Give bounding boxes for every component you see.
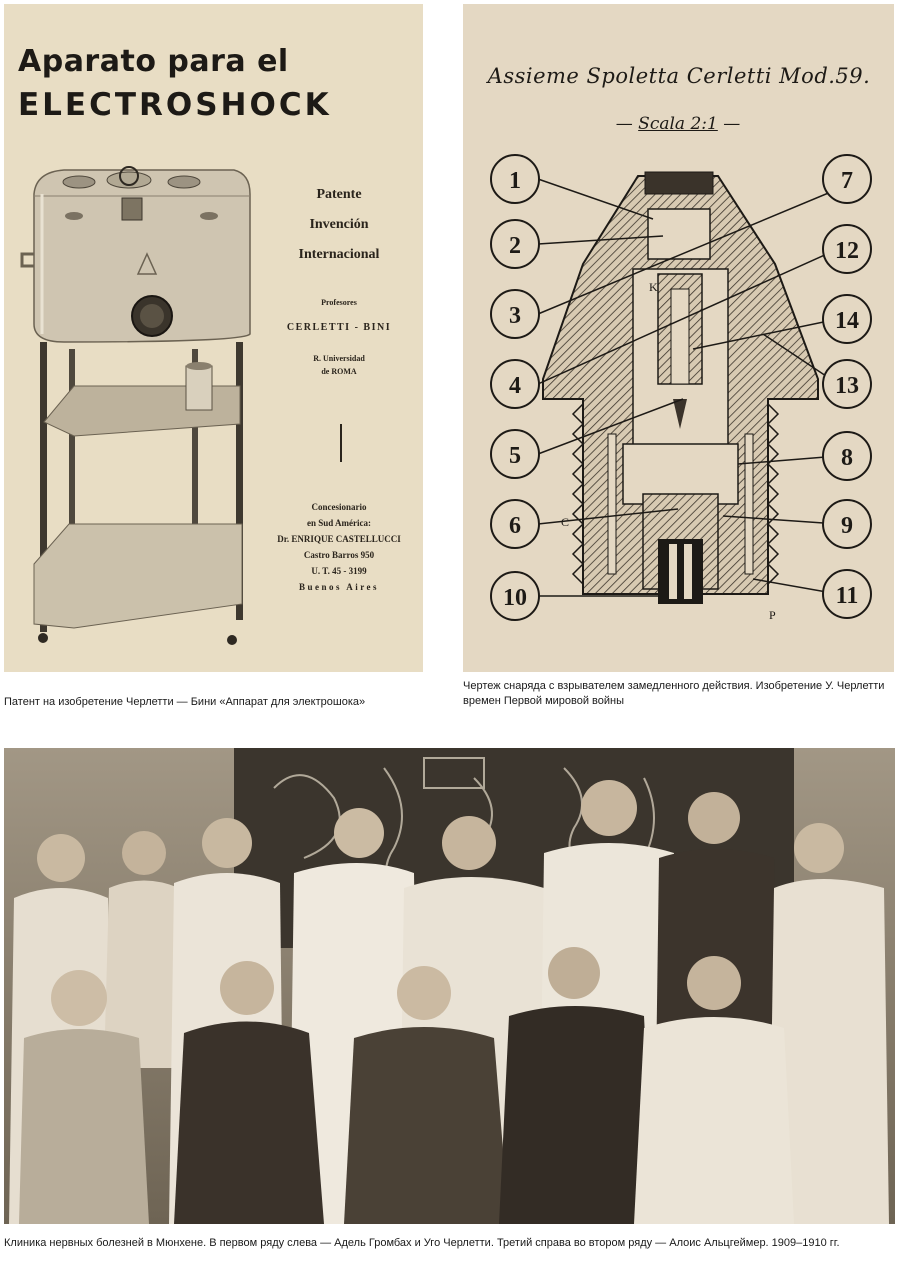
callout-number: 1 (509, 168, 521, 194)
dealer-line: Castro Barros 950 (303, 550, 375, 560)
callout-number: 8 (841, 445, 853, 471)
caption-drawing: Чертеж снаряда с взрывателем замедленного действия. Изобретение У. Черлетти времен Первой мировой войны (463, 680, 885, 707)
electroshock-ad-image (4, 4, 423, 672)
university-line: de ROMA (321, 367, 357, 376)
professors-names: CERLETTI - BINI (286, 322, 392, 333)
callout-number: 4 (509, 373, 521, 399)
ad-title-line1: Aparato para el (18, 44, 289, 79)
drawing-scale: — Scala 2:1 — (615, 114, 741, 134)
patent-line: Invención (309, 217, 369, 232)
drawing-title: Assieme Spoletta Cerletti Mod.59. (487, 64, 871, 88)
callout-number: 13 (835, 373, 859, 399)
dealer-line: en Sud América: (307, 518, 371, 528)
professors-label: Profesores (321, 298, 357, 307)
callout-number: 2 (509, 233, 521, 259)
fuse-cross-section (463, 4, 894, 672)
callout-number: 6 (509, 513, 521, 539)
patent-line: Internacional (298, 247, 380, 262)
callout-number: 11 (835, 583, 859, 609)
dealer-city: Buenos Aires (298, 582, 380, 592)
caption-photo: Клиника нервных болезней в Мюнхене. В первом ряду слева — Адель Громбах и Уго Черлетти. Третий справа во втором ряду — Алоис Альцгеймер. 1909–1910 гг. (4, 1237, 840, 1249)
callout-number: 9 (841, 513, 853, 539)
patent-text (254, 180, 423, 270)
callout-number: 7 (841, 168, 853, 194)
callout-number: 10 (503, 585, 527, 611)
fuse-drawing-image (463, 4, 894, 672)
dealer-line: Concesionario (311, 502, 367, 512)
drawing-scale-text: Scala 2:1 (638, 114, 718, 134)
callout-number: 14 (835, 308, 859, 334)
dealer-line: U. T. 45 - 3199 (311, 566, 367, 576)
callout-number: 12 (835, 238, 859, 264)
patent-line: Patente (316, 187, 362, 202)
part-letter: P (769, 608, 776, 622)
ad-title-line2: ELECTROSHOCK (18, 87, 332, 123)
callout-number: 5 (509, 443, 521, 469)
caption-ad: Патент на изобретение Черлетти — Бини «Аппарат для электрошока» (4, 696, 366, 708)
dealer-line: Dr. ENRIQUE CASTELLUCCI (277, 534, 401, 544)
callout-number: 3 (509, 303, 521, 329)
university-line: R. Universidad (313, 354, 365, 363)
part-letter: K (649, 280, 658, 294)
dealer-block (254, 499, 423, 595)
group-photo-illustration (4, 748, 895, 1224)
clinic-group-photo (4, 748, 895, 1224)
professors-block (254, 296, 423, 378)
part-letter: C (561, 515, 570, 529)
